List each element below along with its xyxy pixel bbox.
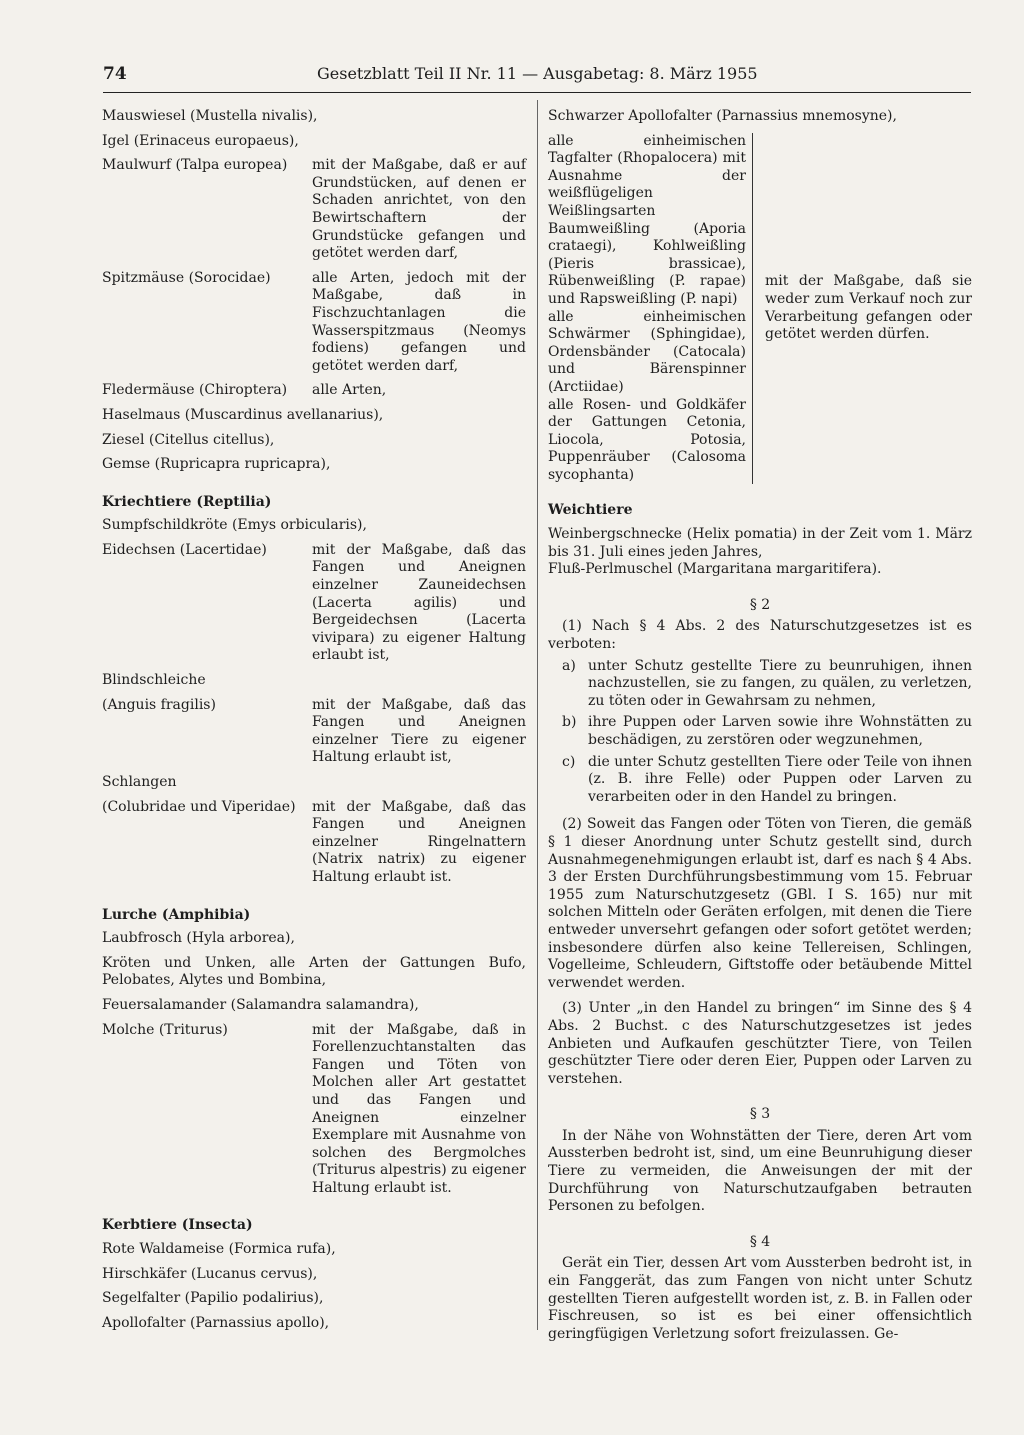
species-name: Eidechsen (Lacertidae) bbox=[102, 541, 267, 558]
paragraph: In der Nähe von Wohnstätten der Tiere, deren Art vom Aussterben bedroht ist, sind, um eine Beunruhigung dieser Tiere zu vermeiden, die Anweisungen der mit der Durchführung von Naturschutzaufgaben betrauten Personen zu befolgen. bbox=[548, 1127, 972, 1215]
list-item: Rote Waldameise (Formica rufa), bbox=[102, 1241, 336, 1258]
list-item: Igel (Erinaceus europaeus), bbox=[102, 132, 299, 149]
species-name: (Anguis fragilis) bbox=[102, 696, 216, 713]
section-heading-molluscs: Weichtiere bbox=[548, 502, 633, 519]
list-item: Hirschkäfer (Lucanus cervus), bbox=[102, 1265, 318, 1282]
bracket-group bbox=[548, 133, 972, 485]
section-4-heading: § 4 bbox=[749, 1233, 771, 1250]
list-label: b) bbox=[562, 714, 577, 731]
list-text: die unter Schutz gestellten Tiere oder Teile von ihnen (z. B. ihre Felle) oder Puppen oder Larven zu verarbeiten oder in den Handel zu bringen. bbox=[588, 753, 972, 805]
page-header bbox=[103, 62, 971, 93]
list-item bbox=[548, 754, 972, 807]
page-number: 74 bbox=[103, 64, 127, 84]
section-heading-reptiles: Kriechtiere (Reptilia) bbox=[102, 493, 272, 510]
bracket-items bbox=[548, 133, 753, 485]
list-item: Laubfrosch (Hyla arborea), bbox=[102, 930, 295, 947]
species-entry bbox=[102, 1022, 526, 1198]
species-entry bbox=[102, 270, 526, 376]
list-item bbox=[548, 714, 972, 749]
species-name: Molche (Triturus) bbox=[102, 1021, 228, 1038]
section-heading-amphibians: Lurche (Amphibia) bbox=[102, 906, 251, 923]
list-item: Haselmaus (Muscardinus avellanarius), bbox=[102, 406, 384, 423]
species-name: Maulwurf (Talpa europea) bbox=[102, 157, 288, 174]
paragraph: (1) Nach § 4 Abs. 2 des Naturschutzgesetzes ist es verboten: bbox=[548, 618, 972, 653]
page-title: Gesetzblatt Teil II Nr. 11 — Ausgabetag: 8. März 1955 bbox=[317, 64, 758, 83]
species-name: Fledermäuse (Chiroptera) bbox=[102, 382, 288, 399]
species-name: Spitzmäuse (Sorocidae) bbox=[102, 269, 271, 286]
list-text: ihre Puppen oder Larven sowie ihre Wohnstätten zu beschädigen, zu zerstören oder wegzunehmen, bbox=[588, 714, 972, 748]
species-entry bbox=[102, 799, 526, 887]
section-2-heading: § 2 bbox=[749, 596, 771, 613]
list-item: Gemse (Rupricapra rupricapra), bbox=[102, 456, 331, 473]
list-item: Kröten und Unken, alle Arten der Gattungen Bufo, Pelobates, Alytes und Bombina, bbox=[102, 954, 526, 989]
species-condition: alle Arten, bbox=[312, 382, 387, 399]
species-name: (Colubridae und Viperidae) bbox=[102, 798, 296, 815]
paragraph: (2) Soweit das Fangen oder Töten von Tieren, die gemäß § 1 dieser Anordnung unter Schutz gestellt sind, durch Ausnahmegenehmigungen erlaubt ist, darf es nach § 4 Abs. 3 der Ersten Durchführungsbestimmung vom 15. Februar 1955 zum Naturschutzgesetz (GBl. I S. 165) nur mit solchen Mitteln oder Geräten erfolgen, mit denen die Tiere entweder unversehrt gefangen oder sofort getötet werden; insbesondere dürfen also keine Tellereisen, Schlingen, Vogelleime, Schleudern, Giftstoffe oder betäubende Mittel verwendet werden. bbox=[548, 816, 972, 991]
species-condition: mit der Maßgabe, daß das Fangen und Aneignen einzelner Tiere zu eigener Haltung erlaubt ist, bbox=[312, 696, 526, 766]
list-item: Feuersalamander (Salamandra salamandra), bbox=[102, 996, 419, 1013]
bracket-item: alle einheimischen Schwärmer (Sphingidae), Ordensbänder (Catocala) und Bärenspinner (Arctiidae) bbox=[548, 308, 746, 395]
list-item: Blindschleiche bbox=[102, 672, 206, 689]
species-condition: mit der Maßgabe, daß das Fangen und Aneignen einzelner Ringelnattern (Natrix natrix) zu eigener Haltung erlaubt ist. bbox=[312, 798, 526, 885]
list-text: unter Schutz gestellte Tiere zu beunruhigen, ihnen nachzustellen, sie zu fangen, zu quälen, zu verletzen, zu töten oder in Gewahrsam zu nehmen, bbox=[588, 657, 972, 709]
paragraph: Gerät ein Tier, dessen Art vom Aussterben bedroht ist, in ein Fanggerät, das zum Fangen von nicht unter Schutz gestellten Tieren aufgestellt worden ist, z. B. in Fallen oder Fischreusen, so ist es bei einer offensichtlich geringfügigen Verletzung sofort freizulassen. Ge- bbox=[548, 1255, 972, 1342]
list-label: c) bbox=[562, 753, 576, 770]
bracket-condition bbox=[753, 133, 972, 485]
species-entry bbox=[102, 382, 526, 400]
mollusc-text-2: Fluß-Perlmuschel (Margaritana margaritifera). bbox=[548, 561, 882, 578]
list-item: Mauswiesel (Mustella nivalis), bbox=[102, 108, 318, 124]
species-condition: mit der Maßgabe, daß das Fangen und Aneignen einzelner Zauneidechsen (Lacerta agilis) und Bergeidechsen (Lacerta vivipara) zu eigener Haltung erlaubt ist, bbox=[312, 541, 526, 664]
bracket-item: alle Rosen- und Goldkäfer der Gattungen Cetonia, Liocola, Potosia, Puppenräuber (Calosoma sycophanta) bbox=[548, 396, 746, 483]
section-3-heading: § 3 bbox=[749, 1106, 771, 1123]
species-condition: alle Arten, jedoch mit der Maßgabe, daß in Fischzuchtanlagen die Wasserspitzmaus (Neomys fodiens) gefangen und getötet werden darf, bbox=[312, 269, 526, 374]
species-entry bbox=[102, 697, 526, 767]
column-divider bbox=[537, 100, 538, 1330]
species-entry bbox=[102, 157, 526, 263]
mollusc-text: Weinbergschnecke (Helix pomatia) in der Zeit vom 1. März bis 31. Juli eines jeden Jahres, bbox=[548, 526, 972, 560]
right-column bbox=[548, 108, 972, 1351]
list-label: a) bbox=[562, 657, 576, 674]
bracket-condition-text: mit der Maßgabe, daß sie weder zum Verkauf noch zur Verarbeitung gefangen oder getötet werden dürfen. bbox=[765, 273, 972, 343]
bracket-item: alle einheimischen Tagfalter (Rhopalocera) mit Ausnahme der weißflügeligen Weißlingsarten Baumweißling (Aporia crataegi), Kohlweißling (Pieris brassicae), Rübenweißling (P. rapae) und Rapsweißling (P. napi) bbox=[548, 132, 746, 307]
list-item: Schlangen bbox=[102, 774, 177, 790]
list-item bbox=[548, 658, 972, 711]
list-item: Schwarzer Apollofalter (Parnassius mnemosyne), bbox=[548, 108, 897, 124]
paragraph: (3) Unter „in den Handel zu bringen“ im Sinne des § 4 Abs. 2 Buchst. c des Naturschutzgesetzes ist jedes Anbieten und Aufkaufen geschützter Tiere, von Teilen geschützter Tiere oder deren Eier, Puppen oder Larven zu verstehen. bbox=[548, 1000, 972, 1087]
list-item: Apollofalter (Parnassius apollo), bbox=[102, 1314, 330, 1331]
list-item: Sumpfschildkröte (Emys orbicularis), bbox=[102, 517, 367, 534]
species-entry bbox=[102, 542, 526, 665]
left-column bbox=[102, 108, 526, 1339]
list-item: Ziesel (Citellus citellus), bbox=[102, 431, 275, 448]
species-condition: mit der Maßgabe, daß in Forellenzuchtanstalten das Fangen und Töten von Molchen aller Art gestattet und das Fangen und Aneignen einzelner Exemplare mit Ausnahme von solchen des Bergmolches (Triturus alpestris) zu eigener Haltung erlaubt ist. bbox=[312, 1021, 526, 1196]
section-heading-insects: Kerbtiere (Insecta) bbox=[102, 1217, 253, 1234]
species-condition: mit der Maßgabe, daß er auf Grundstücken, auf denen er Schaden anrichtet, von den Bewirtschaftern der Grundstücke gefangen und getötet werden darf, bbox=[312, 157, 526, 262]
list-item: Segelfalter (Papilio podalirius), bbox=[102, 1290, 324, 1307]
